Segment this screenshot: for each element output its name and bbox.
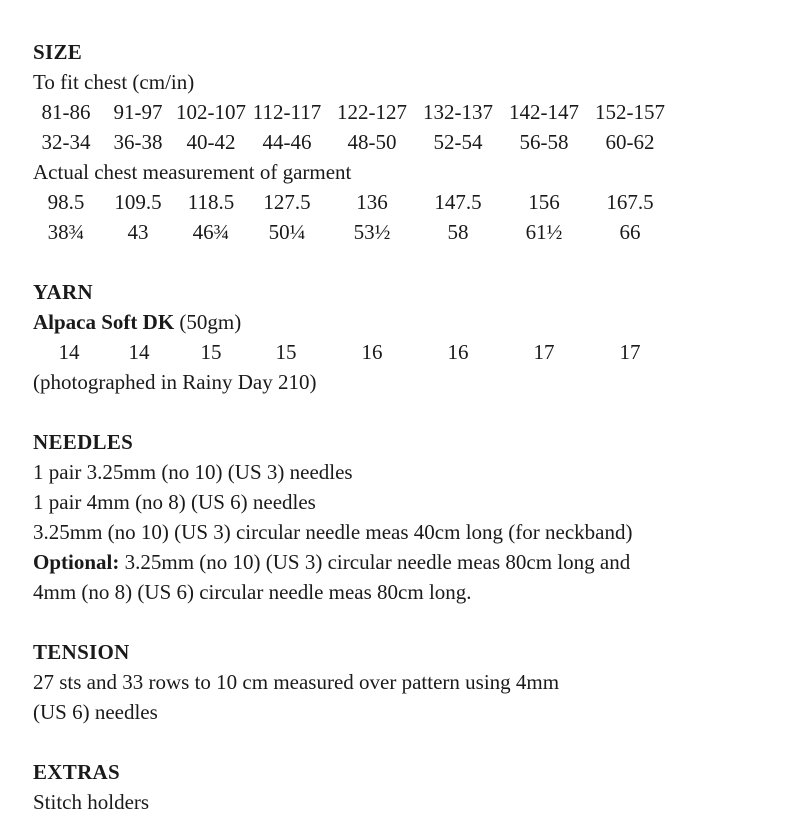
size-cell: 122-127 bbox=[337, 100, 407, 124]
size-cell: 112-117 bbox=[252, 100, 322, 124]
size-cell: 46¾ bbox=[192, 220, 230, 244]
yarn-heading: YARN bbox=[33, 280, 93, 304]
size-cell: 147.5 bbox=[434, 190, 482, 214]
size-cell: 61½ bbox=[525, 220, 563, 244]
tension-heading: TENSION bbox=[33, 640, 130, 664]
yarn-note: (photographed in Rainy Day 210) bbox=[33, 370, 317, 394]
size-cell: 60-62 bbox=[605, 130, 655, 154]
needles-line: 1 pair 3.25mm (no 10) (US 3) needles bbox=[33, 460, 353, 484]
size-cell: 40-42 bbox=[186, 130, 236, 154]
actual-chest-in-row bbox=[33, 217, 773, 247]
size-cell: 66 bbox=[619, 220, 641, 244]
size-cell: 156 bbox=[528, 190, 560, 214]
size-cell: 43 bbox=[127, 220, 149, 244]
size-cell: 132-137 bbox=[423, 100, 493, 124]
size-cell: 48-50 bbox=[347, 130, 397, 154]
section-spacer bbox=[33, 397, 773, 427]
fit-chest-in-row bbox=[33, 127, 773, 157]
yarn-quantity-cell: 15 bbox=[275, 340, 297, 364]
section-spacer bbox=[33, 607, 773, 637]
size-cell: 167.5 bbox=[606, 190, 654, 214]
needles-line: 3.25mm (no 10) (US 3) circular needle meas 40cm long (for neckband) bbox=[33, 520, 633, 544]
size-cell: 36-38 bbox=[113, 130, 163, 154]
size-cell: 81-86 bbox=[41, 100, 91, 124]
actual-chest-label: Actual chest measurement of garment bbox=[33, 160, 352, 184]
size-cell: 58 bbox=[447, 220, 469, 244]
size-cell: 118.5 bbox=[187, 190, 235, 214]
needles-heading: NEEDLES bbox=[33, 430, 134, 454]
size-cell: 44-46 bbox=[262, 130, 312, 154]
yarn-name: Alpaca Soft DK bbox=[33, 310, 175, 334]
pattern-info-page bbox=[33, 37, 773, 817]
yarn-name-line bbox=[33, 307, 773, 337]
needles-optional-line bbox=[33, 547, 773, 577]
yarn-quantity-row bbox=[33, 337, 773, 367]
size-cell: 53½ bbox=[353, 220, 391, 244]
extras-line: Stitch holders bbox=[33, 790, 150, 814]
optional-label: Optional: bbox=[33, 550, 120, 574]
size-cell: 152-157 bbox=[595, 100, 665, 124]
size-cell: 98.5 bbox=[47, 190, 85, 214]
size-cell: 32-34 bbox=[41, 130, 91, 154]
tension-line: 27 sts and 33 rows to 10 cm measured over pattern using 4mm bbox=[33, 670, 560, 694]
needles-line: 1 pair 4mm (no 8) (US 6) needles bbox=[33, 490, 316, 514]
size-cell: 56-58 bbox=[519, 130, 569, 154]
size-cell: 109.5 bbox=[114, 190, 162, 214]
yarn-quantity-cell: 15 bbox=[200, 340, 222, 364]
fit-chest-cm-row bbox=[33, 97, 773, 127]
extras-heading: EXTRAS bbox=[33, 760, 120, 784]
size-cell: 50¼ bbox=[268, 220, 306, 244]
size-cell: 127.5 bbox=[263, 190, 311, 214]
size-cell: 91-97 bbox=[113, 100, 163, 124]
yarn-quantity-cell: 14 bbox=[58, 340, 80, 364]
size-cell: 52-54 bbox=[433, 130, 483, 154]
optional-text: 3.25mm (no 10) (US 3) circular needle meas 80cm long and bbox=[119, 550, 631, 574]
section-spacer bbox=[33, 247, 773, 277]
yarn-quantity-cell: 17 bbox=[533, 340, 555, 364]
section-spacer bbox=[33, 727, 773, 757]
yarn-quantity-cell: 16 bbox=[447, 340, 469, 364]
fit-chest-label: To fit chest (cm/in) bbox=[33, 70, 195, 94]
needles-optional-line-2: 4mm (no 8) (US 6) circular needle meas 80cm long. bbox=[33, 580, 472, 604]
yarn-quantity-cell: 14 bbox=[128, 340, 150, 364]
yarn-quantity-cell: 17 bbox=[619, 340, 641, 364]
size-cell: 142-147 bbox=[509, 100, 579, 124]
yarn-weight: (50gm) bbox=[174, 310, 242, 334]
size-cell: 136 bbox=[356, 190, 388, 214]
yarn-quantity-cell: 16 bbox=[361, 340, 383, 364]
size-cell: 102-107 bbox=[176, 100, 246, 124]
size-heading: SIZE bbox=[33, 40, 83, 64]
size-cell: 38¾ bbox=[47, 220, 85, 244]
actual-chest-cm-row bbox=[33, 187, 773, 217]
tension-line: (US 6) needles bbox=[33, 700, 158, 724]
